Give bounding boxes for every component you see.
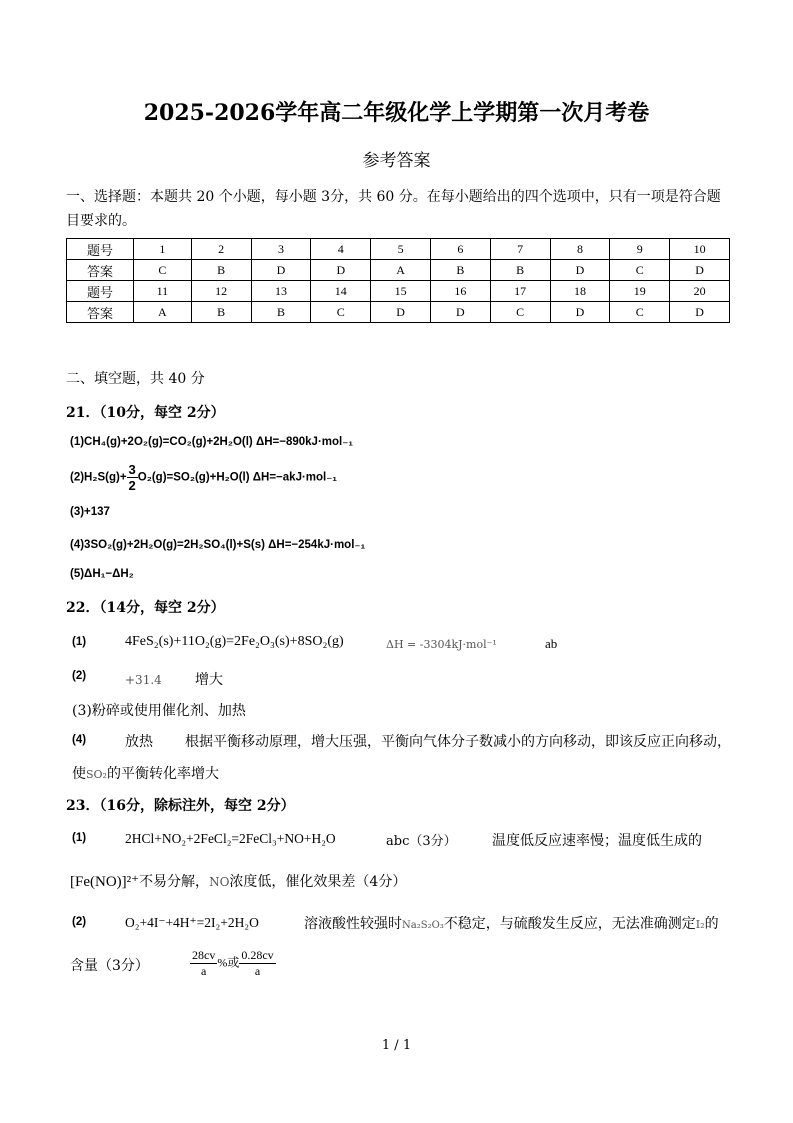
table-cell: 11: [134, 281, 192, 302]
q21-answer-5: (5)ΔH₁−ΔH₂: [70, 568, 134, 580]
fraction-numerator: 28cv: [192, 948, 216, 962]
fraction-separator: %或: [217, 955, 240, 970]
fraction-denominator: a: [254, 964, 261, 978]
q22-part4-answer-b: 根据平衡移动原理，增大压强，平衡向气体分子数减小的方向移动，即该反应正向移动，: [185, 734, 731, 750]
q23-part1-answer: abc（3分）: [386, 834, 457, 849]
q22-part4-c-chem: SO₂: [86, 768, 107, 781]
q23-part2-label: (2): [72, 916, 87, 928]
q22-part4-c-prefix: 使: [72, 766, 86, 782]
table-cell: 13: [251, 281, 311, 302]
table-cell: C: [134, 260, 192, 281]
table-row: [67, 281, 730, 302]
table-row: [67, 239, 730, 260]
fraction-denominator: 2: [128, 478, 136, 493]
table-cell: D: [311, 260, 371, 281]
table-cell: A: [371, 260, 431, 281]
table-cell: D: [550, 260, 610, 281]
table-row: [67, 260, 730, 281]
q22-part2-label: (2): [72, 670, 87, 682]
q23-part2-equation: O₂+4I⁻+4H⁺=2I₂+2H₂O: [125, 915, 259, 930]
table-cell: 3: [251, 239, 311, 260]
q23-part2-text-a: 溶液酸性较强时: [304, 916, 402, 932]
table-cell: D: [670, 260, 730, 281]
table-label-answer: 答案: [67, 260, 134, 281]
table-cell: 4: [311, 239, 371, 260]
q23-part1-cont-b: 浓度低，催化效果差（4分）: [229, 874, 407, 890]
table-label-number: 题号: [67, 281, 134, 302]
table-cell: 2: [191, 239, 251, 260]
q21-answer-1: (1)CH₄(g)+2O₂(g)=CO₂(g)+2H₂O(l) ΔH=−890kJ·mol₋₁: [70, 436, 354, 448]
q23-part2-text-c: 的: [704, 916, 719, 932]
q23-part1-complex: [Fe(NO)]²⁺: [70, 874, 140, 890]
table-cell: 15: [371, 281, 431, 302]
q21-answer-2-prefix: (2)H₂S(g)+: [70, 471, 127, 484]
table-cell: C: [490, 302, 550, 323]
table-cell: B: [490, 260, 550, 281]
q23-part2-text-b: 不稳定，与硫酸发生反应，无法准确测定: [443, 916, 696, 932]
table-cell: 6: [430, 239, 490, 260]
q22-heading: 22．（14分，每空 2分）: [66, 600, 225, 616]
q22-part3-answer: (3)粉碎或使用催化剂、加热: [72, 703, 246, 719]
table-cell: 10: [670, 239, 730, 260]
fraction: [239, 948, 275, 979]
table-cell: 17: [490, 281, 550, 302]
table-cell: 9: [610, 239, 670, 260]
table-cell: B: [191, 302, 251, 323]
q22-part4-label: (4): [72, 734, 87, 746]
table-cell: D: [251, 260, 311, 281]
q22-part4-answer-c: [72, 763, 219, 783]
q23-part1-no: NO: [209, 875, 230, 889]
q21-answer-4: (4)3SO₂(g)+2H₂O(g)=2H₂SO₄(l)+S(s) ΔH=−254kJ·mol₋₁: [70, 539, 366, 551]
q22-part4-answer-a: 放热: [125, 734, 153, 750]
q21-answer-2-suffix: O₂(g)=SO₂(g)+H₂O(l) ΔH=−akJ·mol₋₁: [137, 471, 338, 484]
q22-part1-label: (1): [72, 636, 87, 648]
fraction: [127, 462, 138, 493]
table-cell: A: [134, 302, 192, 323]
q23-part2-text: [304, 913, 719, 933]
fraction-numerator: 0.28cv: [241, 948, 274, 962]
table-cell: 1: [134, 239, 192, 260]
section1-instruction-line2: 目要求的。: [66, 213, 136, 229]
q23-part1-cont-a: 不易分解，: [139, 874, 210, 890]
page-subtitle: 参考答案: [362, 151, 431, 171]
table-cell: 16: [430, 281, 490, 302]
table-cell: 20: [670, 281, 730, 302]
q21-heading: 21．（10分，每空 2分）: [66, 405, 225, 421]
q22-part1-enthalpy: ΔH = -3304kJ·mol⁻¹: [386, 638, 497, 651]
table-label-number: 题号: [67, 239, 134, 260]
table-cell: C: [311, 302, 371, 323]
page-number: 1 / 1: [381, 1038, 412, 1053]
table-cell: 12: [191, 281, 251, 302]
q23-part1-equation: 2HCl+NO₂+2FeCl₂=2FeCl₃+NO+H₂O: [125, 831, 336, 846]
table-cell: 5: [371, 239, 431, 260]
table-cell: D: [670, 302, 730, 323]
q23-part1-label: (1): [72, 832, 87, 844]
table-cell: C: [610, 302, 670, 323]
q22-part1-equation: 4FeS₂(s)+11O₂(g)=2Fe₂O₃(s)+8SO₂(g): [125, 634, 344, 649]
section1-instruction-line1: 一、选择题：本题共 20 个小题，每小题 3分，共 60 分。在每小题给出的四个选项中，只有一项是符合题: [66, 189, 721, 205]
q23-part1-continuation: [70, 871, 406, 891]
q23-part2-continuation: 含量（3分）: [70, 958, 149, 974]
q22-part1-answer: ab: [545, 636, 558, 651]
table-cell: 14: [311, 281, 371, 302]
q22-part2-value: +31.4: [125, 673, 162, 687]
q23-part2-fractions: [190, 948, 276, 979]
table-cell: C: [610, 260, 670, 281]
q23-part2-i2: I₂: [695, 918, 705, 931]
q21-answer-3: (3)+137: [70, 506, 110, 518]
section2-heading: 二、填空题，共 40 分: [66, 371, 205, 387]
fraction-numerator: 3: [128, 462, 136, 477]
table-cell: B: [430, 260, 490, 281]
table-cell: 19: [610, 281, 670, 302]
table-cell: B: [191, 260, 251, 281]
table-cell: D: [430, 302, 490, 323]
table-label-answer: 答案: [67, 302, 134, 323]
table-cell: D: [371, 302, 431, 323]
table-cell: B: [251, 302, 311, 323]
q22-part2-answer: 增大: [195, 672, 223, 688]
q22-part4-c-suffix: 的平衡转化率增大: [106, 766, 219, 782]
answer-table: [66, 238, 730, 323]
fraction-denominator: a: [201, 964, 207, 978]
q23-part1-text: 温度低反应速率慢；温度低生成的: [492, 833, 702, 849]
table-cell: 18: [550, 281, 610, 302]
table-cell: D: [550, 302, 610, 323]
page-title: 2025-2026学年高二年级化学上学期第一次月考卷: [143, 100, 650, 126]
fraction: [190, 948, 217, 979]
table-row: [67, 302, 730, 323]
q23-heading: 23．（16分，除标注外，每空 2分）: [66, 798, 295, 814]
q23-part2-chem: Na₂S₂O₃: [402, 920, 444, 931]
q21-answer-2: [70, 462, 337, 493]
table-cell: 8: [550, 239, 610, 260]
table-cell: 7: [490, 239, 550, 260]
